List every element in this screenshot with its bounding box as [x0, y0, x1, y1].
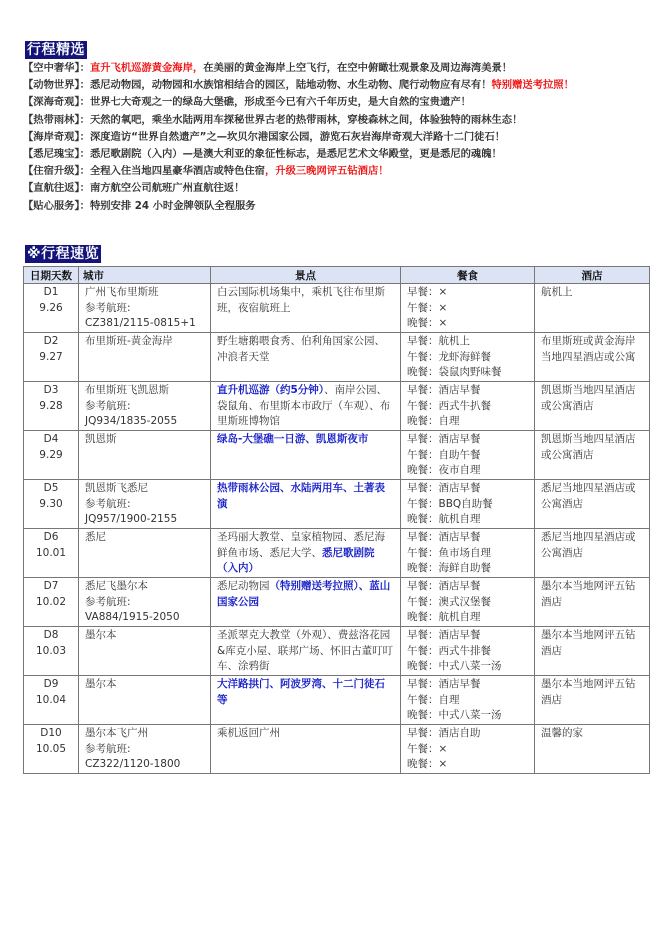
- meal-line: 晚餐：×: [407, 317, 448, 330]
- sights-cell: [211, 578, 401, 627]
- city-line: VA884/1915-2050: [85, 611, 180, 624]
- highlight-label: 【直航往返】：: [23, 182, 90, 195]
- day-cell: [24, 529, 79, 578]
- meals-cell: [401, 676, 535, 725]
- highlight-label: 【贴心服务】：: [23, 199, 90, 212]
- day-number: D10: [40, 727, 62, 739]
- sight-text: 悉尼动物园: [217, 580, 270, 592]
- highlight-text: 悉尼歌剧院（入内）—是澳大利亚的象征性标志，是悉尼艺术文华殿堂，更是悉尼的魂魄！: [89, 148, 502, 161]
- highlight-item: [23, 146, 663, 163]
- highlight-text: ，升级三晚网评五钻酒店！: [264, 165, 389, 178]
- meal-line: 早餐：酒店早餐: [407, 384, 481, 396]
- day-number: D7: [43, 580, 59, 592]
- sight-text: （特别赠送考拉照）、蓝山国家公园: [217, 580, 391, 608]
- sight-text: 热带雨林公园、水陆两用车、土著表演: [217, 482, 385, 510]
- sights-cell: [211, 627, 401, 676]
- hotel-cell: 墨尔本当地网评五钻酒店: [535, 578, 650, 627]
- day-number: D9: [43, 678, 59, 690]
- meal-line: 晚餐：夜市自理: [407, 464, 481, 477]
- meal-line: 午餐：鱼市场自理: [407, 546, 491, 559]
- city-line: 凯恩斯飞悉尼: [85, 482, 148, 494]
- header-meals: 餐食: [401, 267, 535, 284]
- city-cell: [79, 529, 211, 578]
- sight-text: 圣派翠克大教堂（外观）、费兹洛花园&库克小屋、联邦广场、怀旧古董叮叮车、涂鸦街: [217, 629, 394, 673]
- highlight-text: 天然的氧吧，乘坐水陆两用车探秘世界古老的热带雨林，穿梭森林之间，体验独特的雨林生态！: [89, 113, 523, 126]
- city-cell: [79, 382, 211, 431]
- day-date: 10.01: [35, 546, 67, 559]
- city-line: 墨尔本: [85, 629, 117, 641]
- highlight-text: 深度造访“世界自然遗产”之—坎贝尔港国家公园，游览石灰岩海岸奇观大洋路十二门徒石！: [89, 130, 506, 143]
- highlight-text: 悉尼动物园，动物园和水族馆相结合的园区，陆地动物、水生动物、爬行动物应有尽有！: [89, 79, 492, 92]
- meal-line: 晚餐：×: [407, 758, 448, 771]
- city-cell: [79, 431, 211, 480]
- hotel-cell: 墨尔本当地网评五钻酒店: [535, 676, 650, 725]
- hotel-cell: 悉尼当地四星酒店或公寓酒店: [535, 529, 650, 578]
- meal-line: 午餐：西式牛扒餐: [407, 399, 491, 412]
- meal-line: 午餐：龙虾海鲜餐: [407, 350, 491, 363]
- meals-cell: [401, 284, 535, 333]
- city-line: 参考航班:: [85, 399, 131, 412]
- highlights-title: 行程精选: [27, 42, 85, 58]
- day-number: D3: [43, 384, 59, 396]
- table-row: [24, 529, 650, 578]
- day-number: D4: [43, 433, 59, 445]
- day-date: 9.26: [39, 301, 63, 314]
- sight-text: 野生塘鹅喂食秀、伯利角国家公园、冲浪者天堂: [217, 335, 385, 363]
- meal-line: 早餐：航机上: [407, 335, 470, 347]
- overview-title: ※行程速览: [27, 246, 100, 262]
- highlight-item: [23, 94, 663, 111]
- meals-cell: [401, 725, 535, 774]
- meal-line: 晚餐：中式八菜一汤: [407, 709, 502, 722]
- day-number: D6: [43, 531, 59, 543]
- day-date: 9.30: [39, 497, 63, 510]
- day-cell: [24, 431, 79, 480]
- day-cell: [24, 284, 79, 333]
- city-line: 凯恩斯: [85, 433, 117, 445]
- meals-cell: [401, 529, 535, 578]
- table-row: [24, 284, 650, 333]
- meals-cell: [401, 431, 535, 480]
- hotel-cell: 布里斯班或黄金海岸当地四星酒店或公寓: [535, 333, 650, 382]
- meal-line: 早餐：酒店早餐: [407, 629, 481, 641]
- table-row: [24, 578, 650, 627]
- highlight-label: 【热带雨林】：: [23, 113, 90, 126]
- sight-text: 乘机返回广州: [217, 727, 280, 739]
- hotel-cell: 航机上: [535, 284, 650, 333]
- day-date: 10.05: [35, 742, 67, 755]
- meal-line: 午餐：BBQ自助餐: [407, 497, 493, 510]
- city-line: CZ381/2115-0815+1: [85, 317, 196, 330]
- city-cell: [79, 333, 211, 382]
- meal-line: 早餐：酒店早餐: [407, 531, 481, 543]
- itinerary-body: [24, 284, 650, 774]
- meals-cell: [401, 627, 535, 676]
- day-cell: [24, 725, 79, 774]
- meal-line: 晚餐：自理: [407, 415, 460, 428]
- highlight-item: [23, 180, 663, 197]
- sights-cell: [211, 333, 401, 382]
- sight-text: 、南岸公园、袋鼠角、布里斯本市政厅（车观）、布里斯班博物馆: [217, 384, 391, 428]
- highlight-text: 直升飞机巡游黄金海岸，: [89, 62, 204, 74]
- meal-line: 晚餐：航机自理: [407, 611, 481, 624]
- city-line: 悉尼: [85, 531, 106, 543]
- day-number: D1: [43, 286, 59, 298]
- city-line: 参考航班:: [85, 497, 131, 510]
- meal-line: 晚餐：航机自理: [407, 513, 481, 526]
- sights-cell: [211, 431, 401, 480]
- highlight-item: [23, 112, 663, 129]
- highlight-label: 【深海奇观】：: [23, 96, 90, 109]
- day-cell: [24, 382, 79, 431]
- meal-line: 午餐：西式牛排餐: [407, 644, 491, 657]
- meal-line: 早餐：酒店早餐: [407, 678, 481, 690]
- day-cell: [24, 480, 79, 529]
- highlights-list: [23, 60, 663, 215]
- highlight-text: 在美丽的黄金海岸上空飞行，在空中俯瞰壮观景象及周边海湾美景！: [203, 62, 513, 74]
- highlight-item: [23, 60, 663, 77]
- hotel-cell: 凯恩斯当地四星酒店或公寓酒店: [535, 431, 650, 480]
- highlight-text: 世界七大奇观之一的绿岛大堡礁，形成至今已有六千年历史，是大自然的宝贵遗产！: [89, 96, 471, 109]
- sight-text: 直升机巡游（约5分钟）: [217, 384, 325, 396]
- city-line: 参考航班:: [85, 301, 131, 314]
- day-cell: [24, 333, 79, 382]
- day-date: 9.28: [39, 399, 63, 412]
- meals-cell: [401, 333, 535, 382]
- day-date: 10.02: [35, 595, 67, 608]
- sights-cell: [211, 480, 401, 529]
- meal-line: 午餐：×: [407, 301, 448, 314]
- table-row: [24, 725, 650, 774]
- header-city: 城市: [79, 267, 211, 284]
- highlight-item: [23, 129, 663, 146]
- meal-line: 早餐：酒店早餐: [407, 433, 481, 445]
- highlight-item: [23, 163, 663, 180]
- city-cell: [79, 676, 211, 725]
- meal-line: 午餐：澳式汉堡餐: [407, 595, 491, 608]
- hotel-cell: 墨尔本当地网评五钻酒店: [535, 627, 650, 676]
- day-date: 10.03: [35, 644, 67, 657]
- city-line: 墨尔本飞广州: [85, 727, 148, 739]
- city-cell: [79, 725, 211, 774]
- table-header-row: [24, 267, 650, 284]
- meals-cell: [401, 382, 535, 431]
- city-line: 广州飞布里斯班: [85, 286, 159, 298]
- table-row: [24, 676, 650, 725]
- day-cell: [24, 578, 79, 627]
- itinerary-table: [23, 266, 650, 774]
- city-line: JQ957/1900-2155: [85, 513, 178, 526]
- city-line: JQ934/1835-2055: [85, 415, 178, 428]
- highlight-item: [23, 198, 663, 215]
- meal-line: 晚餐：中式八菜一汤: [407, 660, 502, 673]
- meal-line: 午餐：自理: [407, 693, 460, 706]
- sight-text: 白云国际机场集中，乘机飞往布里斯班，夜宿航班上: [217, 286, 385, 314]
- day-number: D8: [43, 629, 59, 641]
- highlight-text: 南方航空公司航班广州直航往返！: [89, 182, 245, 195]
- hotel-cell: 凯恩斯当地四星酒店或公寓酒店: [535, 382, 650, 431]
- city-line: CZ322/1120-1800: [85, 758, 181, 771]
- highlight-item: [23, 77, 663, 94]
- sights-cell: [211, 725, 401, 774]
- meal-line: 早餐：酒店自助: [407, 727, 481, 739]
- city-line: 悉尼飞墨尔本: [85, 580, 148, 592]
- highlight-label: 【悉尼瑰宝】：: [23, 148, 90, 161]
- header-hotel: 酒店: [535, 267, 650, 284]
- table-row: [24, 333, 650, 382]
- meal-line: 午餐：自助午餐: [407, 448, 481, 461]
- highlight-label: 【海岸奇观】：: [23, 130, 90, 143]
- table-row: [24, 431, 650, 480]
- day-number: D5: [43, 482, 59, 494]
- meal-line: 晚餐：袋鼠肉野味餐: [407, 366, 502, 379]
- meal-line: 早餐：×: [407, 286, 448, 298]
- city-cell: [79, 480, 211, 529]
- city-line: 布里斯班飞凯恩斯: [85, 384, 169, 396]
- highlight-text: 特别安排 24 小时金牌领队全程服务: [89, 199, 256, 212]
- city-line: 参考航班:: [85, 595, 131, 608]
- hotel-cell: 温馨的家: [535, 725, 650, 774]
- city-cell: [79, 284, 211, 333]
- meal-line: 午餐：×: [407, 742, 448, 755]
- table-row: [24, 382, 650, 431]
- highlight-label: 【住宿升级】：: [23, 165, 90, 178]
- sights-cell: [211, 529, 401, 578]
- city-cell: [79, 578, 211, 627]
- highlight-text: 特别赠送考拉照！: [491, 79, 574, 92]
- meals-cell: [401, 480, 535, 529]
- day-date: 10.04: [35, 693, 67, 706]
- day-number: D2: [43, 335, 59, 347]
- hotel-cell: 悉尼当地四星酒店或公寓酒店: [535, 480, 650, 529]
- day-date: 9.29: [39, 448, 63, 461]
- sight-text: 悉尼歌剧院（入内）: [217, 546, 375, 575]
- header-sights: 景点: [211, 267, 401, 284]
- meal-line: 晚餐：海鲜自助餐: [407, 562, 491, 575]
- sight-text: 圣玛丽大教堂、皇家植物园、悉尼海鲜鱼市场、悉尼大学、: [217, 531, 385, 559]
- city-cell: [79, 627, 211, 676]
- sight-text: 绿岛-大堡礁一日游、凯恩斯夜市: [217, 433, 369, 445]
- highlight-text: 全程入住当地四星豪华酒店或特色住宿: [89, 165, 265, 178]
- city-line: 布里斯班-黄金海岸: [85, 335, 173, 347]
- day-cell: [24, 676, 79, 725]
- meal-line: 早餐：酒店早餐: [407, 580, 481, 592]
- city-line: 参考航班:: [85, 742, 131, 755]
- highlight-label: 【空中奢华】：: [23, 62, 90, 74]
- header-day: 日期天数: [24, 267, 79, 284]
- highlight-label: 【动物世界】：: [23, 79, 90, 92]
- meal-line: 早餐：酒店早餐: [407, 482, 481, 494]
- day-date: 9.27: [39, 350, 63, 363]
- sight-text: 大洋路拱门、阿波罗湾、十二门徒石等: [217, 678, 385, 706]
- sights-cell: [211, 284, 401, 333]
- day-cell: [24, 627, 79, 676]
- city-line: 墨尔本: [85, 678, 117, 690]
- table-row: [24, 627, 650, 676]
- sights-cell: [211, 382, 401, 431]
- meals-cell: [401, 578, 535, 627]
- sights-cell: [211, 676, 401, 725]
- table-row: [24, 480, 650, 529]
